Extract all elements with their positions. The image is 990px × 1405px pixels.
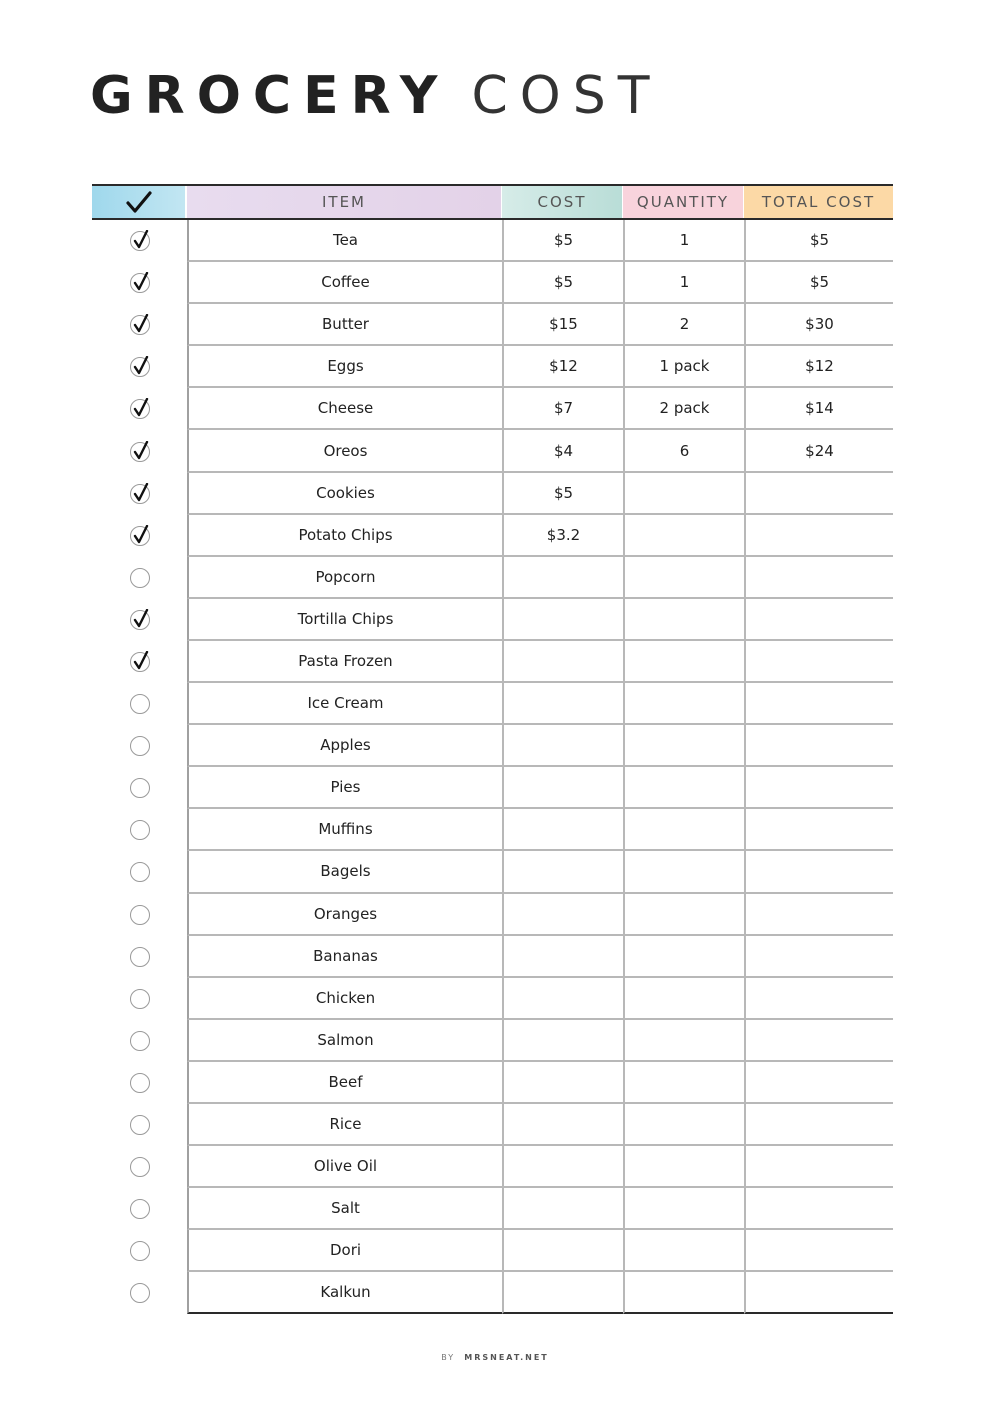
table-row bbox=[92, 304, 893, 346]
total-cost-cell[interactable] bbox=[744, 599, 893, 641]
table-row bbox=[92, 1272, 893, 1314]
item-cell[interactable]: Cookies bbox=[187, 473, 502, 515]
cost-cell[interactable]: $12 bbox=[502, 346, 623, 388]
header-quantity: QUANTITY bbox=[623, 186, 744, 218]
table-row bbox=[92, 1230, 893, 1272]
checkbox-cell bbox=[92, 978, 187, 1020]
item-cell[interactable]: Tortilla Chips bbox=[187, 599, 502, 641]
check-icon bbox=[126, 190, 152, 214]
empty-circle-checkbox[interactable] bbox=[130, 862, 150, 882]
cost-cell[interactable]: $5 bbox=[502, 220, 623, 262]
table-row bbox=[92, 1020, 893, 1062]
header-item: ITEM bbox=[187, 186, 502, 218]
quantity-cell[interactable] bbox=[623, 1146, 744, 1188]
footer-site: MRSNEAT.NET bbox=[464, 1353, 549, 1362]
header-check bbox=[92, 186, 187, 218]
checkbox-cell bbox=[92, 430, 187, 472]
cost-cell[interactable] bbox=[502, 557, 623, 599]
total-cost-cell[interactable] bbox=[744, 809, 893, 851]
checkbox-cell bbox=[92, 725, 187, 767]
checked-circle-checkbox[interactable] bbox=[130, 315, 150, 335]
quantity-cell[interactable] bbox=[623, 851, 744, 893]
checked-circle-checkbox[interactable] bbox=[130, 652, 150, 672]
quantity-cell[interactable] bbox=[623, 557, 744, 599]
item-cell[interactable]: Ice Cream bbox=[187, 683, 502, 725]
item-cell[interactable]: Pasta Frozen bbox=[187, 641, 502, 683]
total-cost-cell[interactable] bbox=[744, 557, 893, 599]
checkbox-cell bbox=[92, 851, 187, 893]
total-cost-cell[interactable] bbox=[744, 1104, 893, 1146]
item-cell[interactable]: Oranges bbox=[187, 894, 502, 936]
header-cost: COST bbox=[502, 186, 623, 218]
item-cell[interactable]: Bagels bbox=[187, 851, 502, 893]
cost-cell[interactable] bbox=[502, 683, 623, 725]
total-cost-cell[interactable] bbox=[744, 978, 893, 1020]
quantity-cell[interactable] bbox=[623, 809, 744, 851]
empty-circle-checkbox[interactable] bbox=[130, 1115, 150, 1135]
item-cell[interactable]: Chicken bbox=[187, 978, 502, 1020]
table-row bbox=[92, 557, 893, 599]
checkbox-cell bbox=[92, 1272, 187, 1314]
quantity-cell[interactable] bbox=[623, 725, 744, 767]
empty-circle-checkbox[interactable] bbox=[130, 1241, 150, 1261]
cost-cell[interactable] bbox=[502, 1272, 623, 1314]
check-icon bbox=[133, 441, 149, 461]
quantity-cell[interactable] bbox=[623, 767, 744, 809]
item-cell[interactable]: Kalkun bbox=[187, 1272, 502, 1314]
empty-circle-checkbox[interactable] bbox=[130, 1031, 150, 1051]
quantity-cell[interactable] bbox=[623, 1272, 744, 1314]
item-cell[interactable]: Salmon bbox=[187, 1020, 502, 1062]
total-cost-cell[interactable] bbox=[744, 641, 893, 683]
empty-circle-checkbox[interactable] bbox=[130, 947, 150, 967]
table-row bbox=[92, 851, 893, 893]
table-row bbox=[92, 515, 893, 557]
total-cost-cell[interactable]: $14 bbox=[744, 388, 893, 430]
item-cell[interactable]: Olive Oil bbox=[187, 1146, 502, 1188]
table-row bbox=[92, 1062, 893, 1104]
total-cost-cell[interactable]: $24 bbox=[744, 430, 893, 472]
cost-cell[interactable] bbox=[502, 1104, 623, 1146]
cost-cell[interactable] bbox=[502, 1020, 623, 1062]
table-row bbox=[92, 346, 893, 388]
item-cell[interactable]: Salt bbox=[187, 1188, 502, 1230]
check-icon bbox=[133, 483, 149, 503]
table-row bbox=[92, 1104, 893, 1146]
checkbox-cell bbox=[92, 346, 187, 388]
quantity-cell[interactable] bbox=[623, 473, 744, 515]
check-icon bbox=[133, 651, 149, 671]
table-body bbox=[92, 220, 893, 1314]
checkbox-cell bbox=[92, 388, 187, 430]
item-cell[interactable]: Muffins bbox=[187, 809, 502, 851]
checkbox-cell bbox=[92, 641, 187, 683]
cost-cell[interactable] bbox=[502, 936, 623, 978]
cost-cell[interactable] bbox=[502, 599, 623, 641]
checkbox-cell bbox=[92, 1104, 187, 1146]
empty-circle-checkbox[interactable] bbox=[130, 1199, 150, 1219]
check-icon bbox=[133, 609, 149, 629]
quantity-cell[interactable]: 2 bbox=[623, 304, 744, 346]
grocery-table bbox=[92, 184, 893, 1314]
total-cost-cell[interactable] bbox=[744, 767, 893, 809]
checkbox-cell bbox=[92, 473, 187, 515]
quantity-cell[interactable] bbox=[623, 936, 744, 978]
quantity-cell[interactable] bbox=[623, 978, 744, 1020]
header-total-cost: TOTAL COST bbox=[744, 186, 893, 218]
check-icon bbox=[133, 356, 149, 376]
total-cost-cell[interactable] bbox=[744, 515, 893, 557]
quantity-cell[interactable] bbox=[623, 1104, 744, 1146]
total-cost-cell[interactable] bbox=[744, 1020, 893, 1062]
checkbox-cell bbox=[92, 767, 187, 809]
page-title bbox=[90, 66, 661, 126]
checkbox-cell bbox=[92, 557, 187, 599]
checkbox-cell bbox=[92, 220, 187, 262]
empty-circle-checkbox[interactable] bbox=[130, 1157, 150, 1177]
table-row bbox=[92, 1146, 893, 1188]
item-cell[interactable]: Potato Chips bbox=[187, 515, 502, 557]
table-row bbox=[92, 767, 893, 809]
quantity-cell[interactable]: 6 bbox=[623, 430, 744, 472]
checked-circle-checkbox[interactable] bbox=[130, 484, 150, 504]
total-cost-cell[interactable]: $5 bbox=[744, 262, 893, 304]
empty-circle-checkbox[interactable] bbox=[130, 568, 150, 588]
cost-cell[interactable]: $5 bbox=[502, 473, 623, 515]
empty-circle-checkbox[interactable] bbox=[130, 905, 150, 925]
quantity-cell[interactable]: 1 bbox=[623, 220, 744, 262]
table-row bbox=[92, 430, 893, 472]
checkbox-cell bbox=[92, 1230, 187, 1272]
table-row bbox=[92, 220, 893, 262]
item-cell[interactable]: Coffee bbox=[187, 262, 502, 304]
cost-cell[interactable]: $5 bbox=[502, 262, 623, 304]
table-row bbox=[92, 894, 893, 936]
cost-cell[interactable]: $15 bbox=[502, 304, 623, 346]
checkbox-cell bbox=[92, 262, 187, 304]
empty-circle-checkbox[interactable] bbox=[130, 1073, 150, 1093]
empty-circle-checkbox[interactable] bbox=[130, 736, 150, 756]
quantity-cell[interactable]: 2 pack bbox=[623, 388, 744, 430]
check-icon bbox=[133, 272, 149, 292]
item-cell[interactable]: Eggs bbox=[187, 346, 502, 388]
cost-cell[interactable] bbox=[502, 894, 623, 936]
check-icon bbox=[133, 398, 149, 418]
total-cost-cell[interactable] bbox=[744, 1146, 893, 1188]
item-cell[interactable]: Cheese bbox=[187, 388, 502, 430]
cost-cell[interactable] bbox=[502, 725, 623, 767]
total-cost-cell[interactable] bbox=[744, 1062, 893, 1104]
checkbox-cell bbox=[92, 515, 187, 557]
table-row bbox=[92, 809, 893, 851]
empty-circle-checkbox[interactable] bbox=[130, 778, 150, 798]
item-cell[interactable]: Bananas bbox=[187, 936, 502, 978]
item-cell[interactable]: Butter bbox=[187, 304, 502, 346]
empty-circle-checkbox[interactable] bbox=[130, 989, 150, 1009]
item-cell[interactable]: Apples bbox=[187, 725, 502, 767]
checkbox-cell bbox=[92, 1188, 187, 1230]
quantity-cell[interactable] bbox=[623, 1188, 744, 1230]
checked-circle-checkbox[interactable] bbox=[130, 357, 150, 377]
item-cell[interactable]: Rice bbox=[187, 1104, 502, 1146]
table-row bbox=[92, 388, 893, 430]
cost-cell[interactable] bbox=[502, 978, 623, 1020]
table-row bbox=[92, 978, 893, 1020]
checkbox-cell bbox=[92, 1062, 187, 1104]
cost-cell[interactable] bbox=[502, 1188, 623, 1230]
total-cost-cell[interactable] bbox=[744, 683, 893, 725]
checkbox-cell bbox=[92, 683, 187, 725]
table-row bbox=[92, 936, 893, 978]
cost-cell[interactable] bbox=[502, 1230, 623, 1272]
cost-cell[interactable] bbox=[502, 641, 623, 683]
checkbox-cell bbox=[92, 1146, 187, 1188]
quantity-cell[interactable] bbox=[623, 683, 744, 725]
item-cell[interactable]: Pies bbox=[187, 767, 502, 809]
table-header bbox=[92, 184, 893, 220]
check-icon bbox=[133, 230, 149, 250]
total-cost-cell[interactable] bbox=[744, 936, 893, 978]
total-cost-cell[interactable]: $5 bbox=[744, 220, 893, 262]
total-cost-cell[interactable] bbox=[744, 1230, 893, 1272]
table-row bbox=[92, 473, 893, 515]
table-row bbox=[92, 262, 893, 304]
item-cell[interactable]: Dori bbox=[187, 1230, 502, 1272]
check-icon bbox=[133, 314, 149, 334]
checkbox-cell bbox=[92, 1020, 187, 1062]
empty-circle-checkbox[interactable] bbox=[130, 820, 150, 840]
table-row bbox=[92, 599, 893, 641]
checkbox-cell bbox=[92, 894, 187, 936]
total-cost-cell[interactable] bbox=[744, 725, 893, 767]
checked-circle-checkbox[interactable] bbox=[130, 526, 150, 546]
cost-cell[interactable]: $3.2 bbox=[502, 515, 623, 557]
total-cost-cell[interactable]: $30 bbox=[744, 304, 893, 346]
total-cost-cell[interactable] bbox=[744, 473, 893, 515]
checked-circle-checkbox[interactable] bbox=[130, 273, 150, 293]
footer bbox=[0, 1353, 990, 1362]
quantity-cell[interactable] bbox=[623, 1230, 744, 1272]
empty-circle-checkbox[interactable] bbox=[130, 1283, 150, 1303]
cost-cell[interactable]: $7 bbox=[502, 388, 623, 430]
quantity-cell[interactable] bbox=[623, 1020, 744, 1062]
total-cost-cell[interactable] bbox=[744, 1188, 893, 1230]
cost-cell[interactable] bbox=[502, 767, 623, 809]
checkbox-cell bbox=[92, 809, 187, 851]
checked-circle-checkbox[interactable] bbox=[130, 610, 150, 630]
cost-cell[interactable] bbox=[502, 851, 623, 893]
checked-circle-checkbox[interactable] bbox=[130, 442, 150, 462]
title-light: COST bbox=[471, 66, 662, 126]
total-cost-cell[interactable] bbox=[744, 851, 893, 893]
checkbox-cell bbox=[92, 304, 187, 346]
table-row bbox=[92, 725, 893, 767]
table-row bbox=[92, 1188, 893, 1230]
quantity-cell[interactable] bbox=[623, 599, 744, 641]
checked-circle-checkbox[interactable] bbox=[130, 399, 150, 419]
check-icon bbox=[133, 525, 149, 545]
checkbox-cell bbox=[92, 599, 187, 641]
item-cell[interactable]: Beef bbox=[187, 1062, 502, 1104]
total-cost-cell[interactable] bbox=[744, 894, 893, 936]
item-cell[interactable]: Popcorn bbox=[187, 557, 502, 599]
quantity-cell[interactable] bbox=[623, 515, 744, 557]
item-cell[interactable]: Tea bbox=[187, 220, 502, 262]
cost-cell[interactable] bbox=[502, 1146, 623, 1188]
quantity-cell[interactable] bbox=[623, 641, 744, 683]
cost-cell[interactable] bbox=[502, 1062, 623, 1104]
checkbox-cell bbox=[92, 936, 187, 978]
quantity-cell[interactable] bbox=[623, 894, 744, 936]
total-cost-cell[interactable] bbox=[744, 1272, 893, 1314]
checked-circle-checkbox[interactable] bbox=[130, 231, 150, 251]
item-cell[interactable]: Oreos bbox=[187, 430, 502, 472]
quantity-cell[interactable]: 1 bbox=[623, 262, 744, 304]
table-row bbox=[92, 641, 893, 683]
quantity-cell[interactable] bbox=[623, 1062, 744, 1104]
cost-cell[interactable] bbox=[502, 809, 623, 851]
table-row bbox=[92, 683, 893, 725]
cost-cell[interactable]: $4 bbox=[502, 430, 623, 472]
title-bold: GROCERY bbox=[90, 66, 450, 126]
footer-by: BY bbox=[441, 1353, 456, 1362]
empty-circle-checkbox[interactable] bbox=[130, 694, 150, 714]
quantity-cell[interactable]: 1 pack bbox=[623, 346, 744, 388]
total-cost-cell[interactable]: $12 bbox=[744, 346, 893, 388]
